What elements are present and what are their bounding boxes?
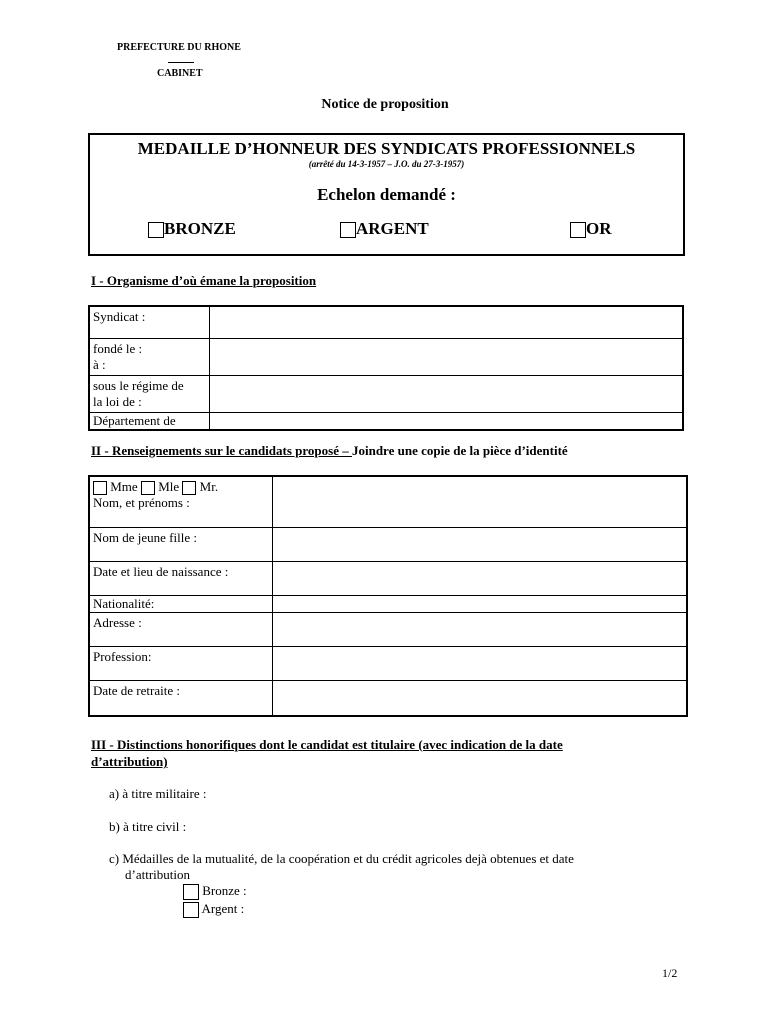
founded-cell [89, 338, 210, 375]
item-civil: b) à titre civil : [109, 819, 187, 834]
bronze-medal-checkbox[interactable] [183, 884, 199, 900]
candidate-table [88, 475, 688, 717]
nationality-field[interactable] [273, 595, 688, 612]
syndicat-label: Syndicat : [89, 306, 210, 338]
section3-title-line1: III - Distinctions honorifiques dont le candidat est titulaire (avec indication de la date [91, 737, 563, 752]
name-cell [89, 476, 273, 527]
or-label: OR [586, 219, 612, 238]
address-label: Adresse : [89, 612, 273, 646]
maiden-name-label: Nom de jeune fille : [89, 527, 273, 561]
bronze-checkbox[interactable] [148, 222, 164, 238]
name-label: Nom, et prénoms : [93, 495, 190, 511]
syndicat-field[interactable] [210, 306, 684, 338]
check-argent[interactable] [183, 901, 244, 918]
maiden-name-field[interactable] [273, 527, 688, 561]
or-checkbox[interactable] [570, 222, 586, 238]
retirement-label: Date de retraite : [89, 680, 273, 716]
mle-checkbox[interactable] [141, 481, 155, 495]
name-field[interactable] [273, 476, 688, 527]
organism-table [88, 305, 684, 431]
medal-title: MEDAILLE D’HONNEUR DES SYNDICATS PROFESSIONNELS [137, 139, 636, 158]
item-military: a) à titre militaire : [109, 786, 207, 801]
section3-title-line2: d’attribution) [91, 754, 168, 769]
profession-label: Profession: [89, 646, 273, 680]
section3-title [91, 736, 563, 770]
regime-cell [89, 375, 210, 412]
section2-title [91, 443, 568, 459]
cabinet-header: CABINET [157, 68, 203, 79]
law-label: la loi de : [93, 393, 142, 409]
regime-field[interactable] [210, 375, 684, 412]
department-label: Département de [89, 412, 210, 430]
prefecture-header: PREFECTURE DU RHONE [117, 42, 241, 53]
page-number: 1/2 [662, 966, 678, 980]
mme-checkbox[interactable] [93, 481, 107, 495]
mr-checkbox[interactable] [182, 481, 196, 495]
department-field[interactable] [210, 412, 684, 430]
argent-medal-label: Argent : [201, 901, 245, 916]
nationality-label: Nationalité: [89, 595, 273, 612]
medal-subtitle: (arrêté du 14-3-1957 – J.O. du 27-3-1957) [308, 159, 465, 169]
profession-field[interactable] [273, 646, 688, 680]
argent-label: ARGENT [356, 219, 429, 238]
section1-title: I - Organisme d’où émane la proposition [91, 273, 317, 288]
founded-field[interactable] [210, 338, 684, 375]
medal-box [88, 133, 685, 256]
item-medals-line2: d’attribution [125, 867, 190, 882]
notice-title: Notice de proposition [321, 97, 449, 112]
birth-field[interactable] [273, 561, 688, 595]
argent-medal-checkbox[interactable] [183, 902, 199, 918]
section2-title-rest: Joindre une copie de la pièce d’identité [351, 443, 568, 458]
civility-row [93, 479, 269, 495]
mme-label: Mme [110, 479, 138, 494]
address-field[interactable] [273, 612, 688, 646]
birth-label: Date et lieu de naissance : [89, 561, 273, 595]
option-argent[interactable] [340, 219, 429, 239]
founded-label: fondé le : [93, 340, 143, 356]
header-divider [168, 62, 194, 63]
check-bronze[interactable] [183, 883, 247, 900]
retirement-field[interactable] [273, 680, 688, 716]
argent-checkbox[interactable] [340, 222, 356, 238]
bronze-medal-label: Bronze : [202, 883, 247, 898]
mle-label: Mle [158, 479, 180, 494]
option-or[interactable] [570, 219, 612, 239]
item-medals-line1: c) Médailles de la mutualité, de la coopération et du crédit agricoles dejà obtenues et date [109, 851, 574, 866]
option-bronze[interactable] [148, 219, 236, 239]
echelon-label: Echelon demandé : [317, 185, 456, 204]
regime-label: sous le régime de [93, 377, 184, 393]
place-label: à : [93, 356, 106, 372]
bronze-label: BRONZE [164, 219, 236, 238]
section2-title-underlined: II - Renseignements sur le candidats proposé – [91, 443, 352, 458]
mr-label: Mr. [199, 479, 219, 494]
